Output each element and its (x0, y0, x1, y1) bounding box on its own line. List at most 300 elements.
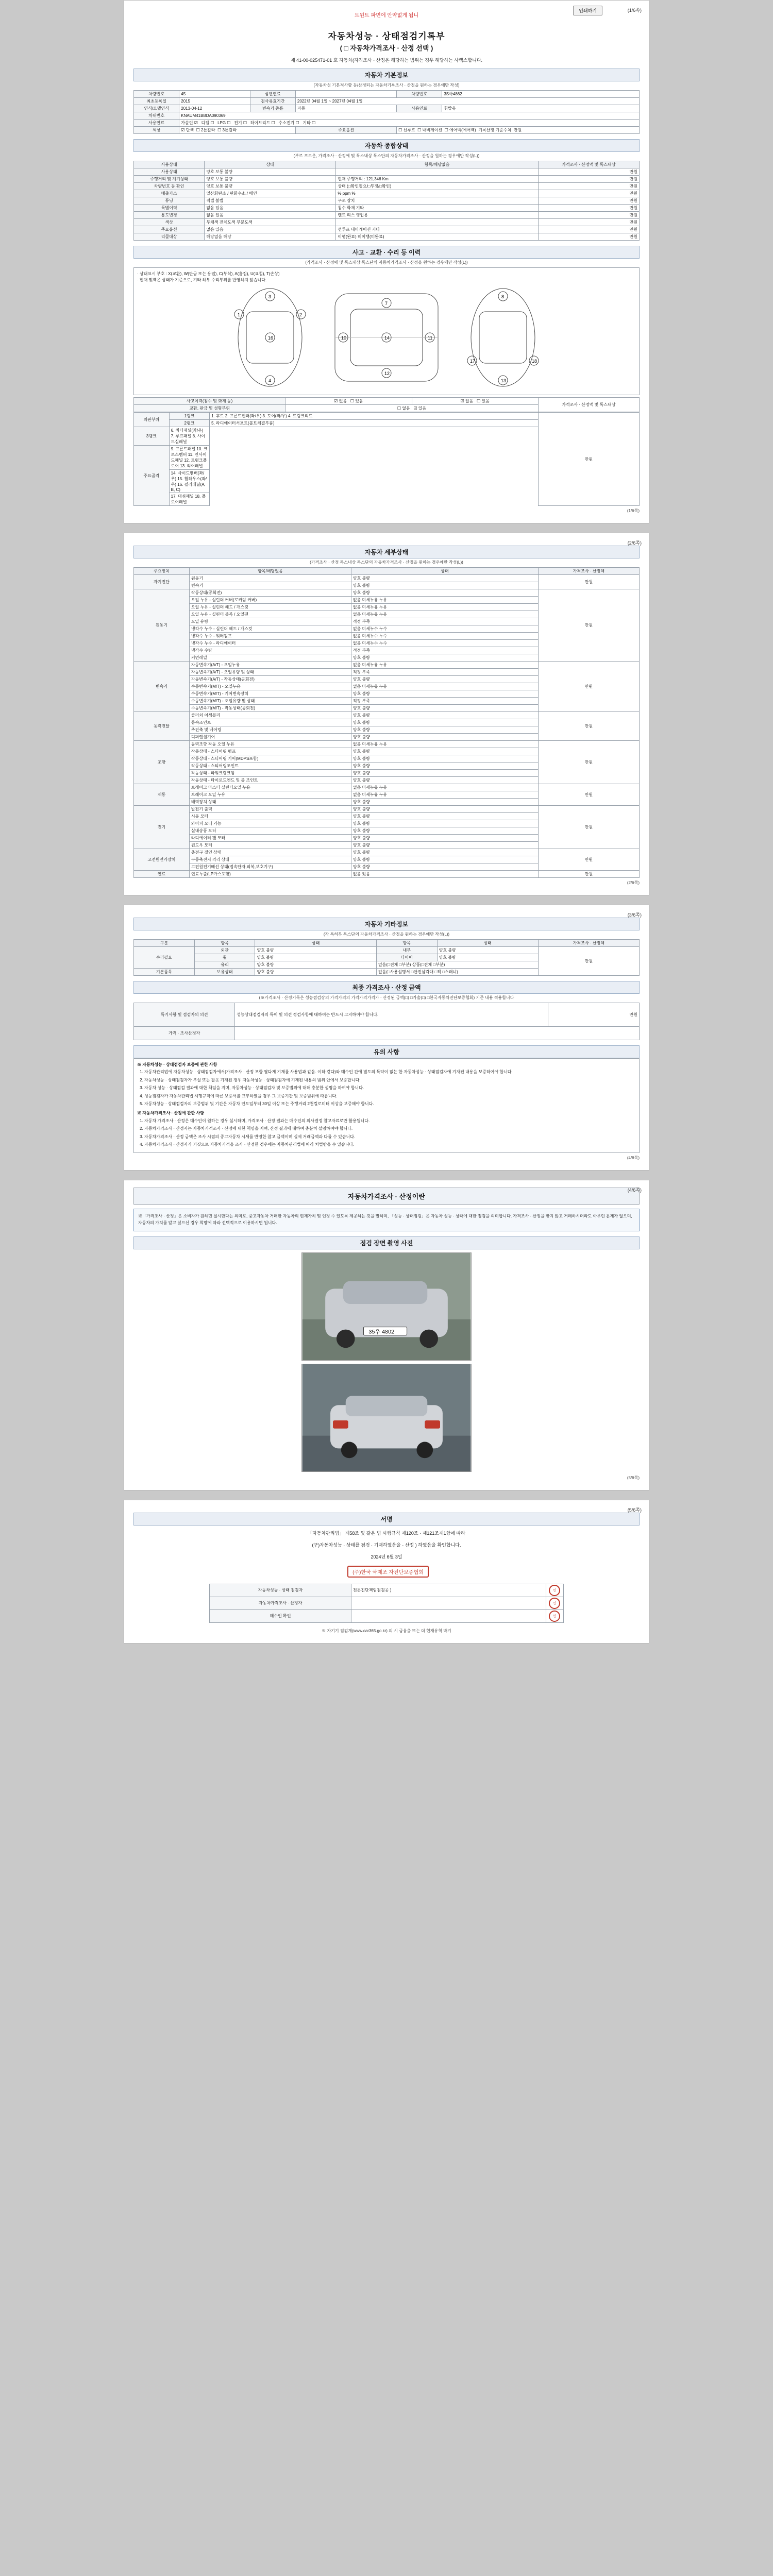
detail-group-label: 변속기 (134, 662, 190, 712)
detail-item-label: 냉각수 누수 - 워터펌프 (189, 633, 351, 640)
detail-item-state[interactable]: 양호 불량 (351, 676, 538, 683)
row-state2[interactable]: 없음(□전체 □부분) 상품(□전체 □부분) (376, 961, 538, 969)
row-value: 2013-04-12 (179, 105, 250, 112)
detail-item-state[interactable]: 없음 미세누유 누유 (351, 662, 538, 669)
warning-item: 4. 성능점검자가 자동차관리법 시행규칙에 따른 보증서를 교부하였을 경우 그 보증기간 및 보증범위에 따릅니다. (144, 1093, 636, 1099)
final-price-unit: 만원 (548, 1003, 640, 1027)
grade-items[interactable]: 5. 라디에이터서포트(볼트체결부품) (210, 420, 539, 427)
page-footer-1: (1/6쪽) (627, 509, 640, 513)
row-value: 2015 (179, 98, 250, 105)
detail-item-state[interactable]: 양호 불량 (351, 806, 538, 813)
detail-group-label: 원동기 (134, 589, 190, 662)
detail-item-label: 고전원전기배선 상태(접속단자,피복,보호기구) (189, 863, 351, 871)
diagram-legend-1: · 상태표시 부호 : X(교환), W(판금 또는 용접), C(부식), A(흠집), U(요철), T(손상) (137, 272, 280, 276)
row-value (295, 91, 396, 98)
detail-item-label: 냉각수 누수 - 실린더 헤드 / 개스킷 (189, 625, 351, 633)
print-button[interactable]: 인쇄하기 (573, 6, 602, 15)
detail-item-state[interactable]: 양호 불량 (351, 755, 538, 762)
row-price: 만원 (538, 197, 639, 205)
grade-items[interactable]: 6. 쿼터패널(좌/우) 7. 루프패널 8. 사이드실패널 (169, 427, 209, 446)
damage-diagram (133, 267, 640, 395)
fuel-option[interactable]: 기타 (303, 121, 311, 125)
plate-text: 35우 4802 (368, 1329, 395, 1335)
detail-item-label: 자동변속기(A/T) - 작동상태(공회전) (189, 676, 351, 683)
detail-item-state[interactable]: 없음 미세누유 누유 (351, 611, 538, 618)
row-label: 주요옵션 (134, 226, 205, 233)
svg-text:3: 3 (268, 294, 272, 299)
detail-group-label: 고전원전기장치 (134, 849, 190, 871)
signature-line-1: 「자동차관리법」 제58조 및 같은 법 시행규칙 제120조 · 제121조제1항에 따라 (308, 1530, 465, 1536)
detail-group-label: 자기진단 (134, 575, 190, 589)
detail-item-label: 동력조향 작동 오일 누유 (189, 741, 351, 748)
col-header: 항목/해당없음 (336, 161, 538, 168)
detail-item-label: 원동기 (189, 575, 351, 582)
detail-item-state[interactable]: 없음 미세누유 누유 (351, 784, 538, 791)
page5-footer-note: ※ 자기기 점검개(www.car365.go.kr) 의 시 금융을 또는 더 현재유혁 박기 (322, 1628, 451, 1633)
grade-label: 2랭크 (169, 420, 209, 427)
row-price: 만원 (538, 205, 639, 212)
detail-item-state[interactable]: 양호 불량 (351, 589, 538, 597)
row-item: 외관 (194, 947, 255, 954)
signature-line-2: (구)자동차성능 · 상태를 점검 · 기재하였음을 · 산정 ) 하였음을 확인합니다. (312, 1543, 461, 1548)
section-other-caption: (각 특히부 톡스단의 자동차가격조사 · 산정을 원하는 경우에만 작성(L)) (323, 932, 450, 937)
row-state[interactable]: 양호 보통 불량 (205, 183, 336, 190)
row-label: 사고이력(침수 및 화재 등) (134, 398, 285, 405)
warning-title: 유의 사항 (133, 1045, 640, 1058)
svg-text:10: 10 (341, 335, 347, 341)
detail-item-state[interactable]: 양호 불량 (351, 582, 538, 589)
detail-item-state[interactable]: 양호 불량 (351, 770, 538, 777)
page-number-5: (5/6쪽) (627, 1507, 642, 1513)
detail-item-label: 라디에이터 팬 모터 (189, 835, 351, 842)
row-state[interactable]: 양호 불량 (255, 947, 376, 954)
parts-price-unit: 만원 (538, 413, 639, 506)
col-header: 가격조사 · 산정액 (538, 940, 639, 947)
fuel-option[interactable]: 수소전기 (278, 121, 295, 125)
fuel-option[interactable]: 하이브리드 (250, 121, 271, 125)
detail-item-label: 오일 누유 - 실린더 헤드 / 개스킷 (189, 604, 351, 611)
row-state2[interactable]: 양호 불량 (437, 947, 538, 954)
col-header: 가격조사 · 산정액 (538, 568, 639, 575)
detail-group-label: 전기 (134, 806, 190, 849)
detail-item-state[interactable]: 없음 미세누유 누유 (351, 683, 538, 690)
signature-date: 2024년 6월 3일 (371, 1554, 402, 1560)
row-detail (336, 168, 538, 176)
warning-block2-title: ※ 자동차가격조사 · 산정에 관한 사항 (137, 1111, 204, 1116)
detail-item-label: 자동변속기(A/T) - 오일누유 (189, 662, 351, 669)
color-options[interactable]: ☑ 단색 ☐ 2톤칼라 ☐ 3톤칼라 (179, 127, 296, 134)
option-options[interactable]: ☐ 선루프 ☐ 내비게이션 ☐ 에어백(에어백) 기록산정 기준수치 만원 (397, 127, 640, 134)
appraisal-explain-title: 자동차가격조사 · 산정이란 (133, 1188, 640, 1205)
warning-item: 2. 자동차성능 · 상태점검자가 부실 또는 잘못 기재된 경우 자동차성능 · 상태점검자에 기재된 내용의 범위 안에서 보증합니다. (144, 1077, 636, 1083)
page-3 (124, 905, 649, 1171)
row-label: 사용상태 (134, 168, 205, 176)
row-state[interactable]: 적법 불법 (205, 197, 336, 205)
row-label: 튜닝 (134, 197, 205, 205)
color-option[interactable]: 2톤칼라 (201, 128, 215, 132)
detail-item-label: 작동상태 - 파워크랭크암 (189, 770, 351, 777)
row-label: 리콜대상 (134, 233, 205, 241)
detail-item-label: 냉각수 수량 (189, 647, 351, 654)
detail-price: 만원 (538, 575, 639, 589)
detail-item-state[interactable]: 양호 불량 (351, 719, 538, 726)
col-header: 상태 (351, 568, 538, 575)
detail-item-label: 작동상태 - 스티어링 기어(MDPS포함) (189, 755, 351, 762)
row-state[interactable]: 양호 불량 (255, 961, 376, 969)
detail-item-label: 수동변속기(M/T) - 오일유량 및 상태 (189, 698, 351, 705)
detail-state-table (133, 567, 640, 878)
signature-section-title: 서명 (133, 1513, 640, 1526)
sign-row-label: 매수인 확인 (210, 1609, 351, 1622)
table-row (134, 871, 640, 878)
detail-item-label: 오일 누유 - 실린더 커버(로커암 커버) (189, 597, 351, 604)
detail-item-state[interactable]: 양호 불량 (351, 734, 538, 741)
svg-text:8: 8 (501, 294, 505, 299)
option-option[interactable]: 내비게이션 (422, 128, 443, 132)
detail-item-label: 클러치 어셈블리 (189, 712, 351, 719)
row-value: KNAUM41BBDA090369 (179, 112, 640, 120)
warning-item: 4. 자동차가격조사 · 산정자가 거짓으로 자동차가격을 조사 · 산정한 경우에는 자동차관리법에 따라 처벌받을 수 있습니다. (144, 1142, 636, 1148)
detail-item-label: 작동상태 - 스티어링 펌프 (189, 748, 351, 755)
opt-label: 없음 (339, 399, 347, 403)
detail-item-label: 수동변속기(M/T) - 작동상태(공회전) (189, 705, 351, 712)
detail-price: 만원 (538, 662, 639, 712)
table-row (134, 741, 640, 748)
detail-item-state[interactable]: 없음 미세누유 누유 (351, 597, 538, 604)
row-item: 유리 (194, 961, 255, 969)
row-detail: 상태 (□확인필요/□부정/□확인) (336, 183, 538, 190)
outer-panel-label: 외판부위 (134, 413, 170, 427)
sign-row-value[interactable]: 전문진단책임점검공 ) (351, 1584, 546, 1597)
page-5 (124, 1500, 649, 1643)
svg-text:16: 16 (268, 335, 274, 341)
detail-item-label: 수동변속기(M/T) - 기어변속장치 (189, 690, 351, 698)
row-state[interactable]: 양호 불량 (255, 969, 376, 976)
row-detail: 선루프 내비게이션 기타 (336, 226, 538, 233)
grade-label: 3랭크 (134, 427, 170, 446)
detail-item-state[interactable]: 없음 미세누유 누유 (351, 741, 538, 748)
detail-item-state[interactable]: 없음 미세누유 누유 (351, 791, 538, 799)
row-state[interactable]: 무채색 전체도색 부분도색 (205, 219, 336, 226)
seal-icon: 인 (546, 1609, 563, 1622)
col-header: 항목 (194, 940, 255, 947)
final-price-table (133, 1003, 640, 1040)
row-value: 2022년 04월 1일 ~ 2027년 04월 1일 (295, 98, 639, 105)
detail-item-state[interactable]: 양호 불량 (351, 690, 538, 698)
row-state[interactable]: 일산화탄소 / 탄화수소 / 매연 (205, 190, 336, 197)
page-footer-3: (4/6쪽) (627, 1156, 640, 1161)
detail-item-label: 냉각수 누수 - 라디에이터 (189, 640, 351, 647)
row-label: 차량번호 등 확인 (134, 183, 205, 190)
car-diagram-group (137, 283, 636, 392)
row-value: 휘발유 (442, 105, 640, 112)
row-detail: 현재 주행거리 : 121,346 Km (336, 176, 538, 183)
col-header: 가격조사 · 산정액 및 톡스내상 (538, 161, 639, 168)
special-note-value[interactable]: 성능상태점검자의 특이 및 의견 정검사항에 대하여는 반드시 고지하여야 합니다. (235, 1003, 548, 1027)
detail-item-state[interactable]: 양호 불량 (351, 726, 538, 734)
detail-item-state[interactable]: 없음 미세누수 누수 (351, 625, 538, 633)
section-detail-caption: (가격조사 · 산정 톡스내상 톡스단의 자동차가격조사 · 산정을 원하는 경우에만 작성(L)) (310, 560, 463, 565)
sign-row-label: 자동차가격조사 · 산정자 (210, 1597, 351, 1609)
document-number: 제 41-00-025471-01 호 자동차(자격조사 · 산정은 해당하는 범위는 경우 해당하는 사백스합니다. (290, 58, 483, 63)
row-value: 45 (179, 91, 250, 98)
detail-item-state[interactable]: 양호 불량 (351, 849, 538, 856)
detail-item-state[interactable]: 양호 불량 (351, 842, 538, 849)
col-header: 사용상태 (134, 161, 205, 168)
row-item: 보유상태 (194, 969, 255, 976)
row-detail: 침수 화재 기타 (336, 205, 538, 212)
page-number-2: (2/6쪽) (627, 540, 642, 546)
row-detail: 구조 장치 (336, 197, 538, 205)
option-label: 주요옵션 (295, 127, 396, 134)
opt-label: 있음 (355, 399, 363, 403)
svg-text:12: 12 (384, 371, 390, 376)
inspection-photo-rear (301, 1364, 472, 1472)
detail-item-label: 디퍼렌셜기어 (189, 734, 351, 741)
detail-item-state[interactable]: 양호 불량 (351, 827, 538, 835)
detail-group-label: 제동 (134, 784, 190, 806)
row-state[interactable]: 없음 있음 (205, 212, 336, 219)
row-label: 변속기 종류 (250, 105, 295, 112)
option-option[interactable]: 에어백(에어백) (449, 128, 476, 132)
page-number-3: (3/6쪽) (627, 912, 642, 918)
fuel-option[interactable]: 가솔린 (181, 121, 193, 125)
detail-item-state[interactable]: 양호 불량 (351, 835, 538, 842)
page-title: 자동차성능 · 상태점검기록부 (328, 31, 445, 41)
page-footer-2: (2/6쪽) (627, 880, 640, 885)
grade-items[interactable]: 1. 후드 2. 프론트펜더(좌/우) 3. 도어(좌/우) 4. 트렁크리드 (210, 413, 539, 420)
color-option[interactable]: 3톤칼라 (222, 128, 237, 132)
detail-item-state[interactable]: 양호 불량 (351, 863, 538, 871)
top-notice: 트윈트 파면에 안약없게 됩니 (354, 13, 419, 19)
warning-item: 3. 자동차가격조사 · 산정 금액은 조사 시점의 중고자동차 시세를 반영한 참고 금액이며 실제 거래금액과 다를 수 있습니다. (144, 1134, 636, 1140)
detail-price: 만원 (538, 741, 639, 784)
accident-summary-table (133, 397, 640, 412)
table-row (134, 784, 640, 791)
detail-item-label: 연료누출(LP가스포함) (189, 871, 351, 878)
row-state2[interactable]: 양호 불량 (437, 954, 538, 961)
row-label: 주행거리 및 계기상태 (134, 176, 205, 183)
color-option[interactable]: 단색 (186, 128, 194, 132)
svg-text:1: 1 (238, 312, 241, 317)
detail-item-label: 오일 유량 (189, 618, 351, 625)
row-price: 만원 (538, 212, 639, 219)
row-state[interactable]: 양호 보통 불량 (205, 168, 336, 176)
sign-row-label: 자동차성능 · 상태 점검자 (210, 1584, 351, 1597)
detail-item-state[interactable]: 양호 불량 (351, 705, 538, 712)
detail-item-state[interactable]: 양호 불량 (351, 777, 538, 784)
row-item2: 내부 (376, 947, 437, 954)
table-row (134, 575, 640, 582)
row-label: 사용연료 (397, 105, 442, 112)
appraisal-explain-text: ※「가격조사 · 산정」은 소비자가 원하면 실시한다는 의미로, 중고자동차 거래한 자동차의 현재가치 및 인정 수 있도록 제공하는 것을 말하며, 「성능 · 상태점검」은 자동차 성능 · 상태에 대한 점검을 의미합니다. 가격조사 · 산정을 받지 않고 거래하시더라도 아무런 문제가 없으며, 자동차의 가치를 알고 싶으신 경우 희망에 따라 선택적으로 이용하시면 됩니다. (133, 1209, 640, 1231)
table-row (134, 662, 640, 669)
svg-text:17: 17 (470, 359, 476, 364)
row-detail: 이행(완료) 미이행(미완료) (336, 233, 538, 241)
detail-item-state[interactable]: 양호 불량 (351, 712, 538, 719)
row-detail: % ppm % (336, 190, 538, 197)
row-state[interactable]: 해당없음 해당 (205, 233, 336, 241)
detail-item-label: 커먼레일 (189, 654, 351, 662)
sign-row-value[interactable] (351, 1597, 546, 1609)
row-state[interactable]: 양호 보통 불량 (205, 176, 336, 183)
section-accident-title: 사고 · 교환 · 수리 등 이력 (133, 246, 640, 259)
unit-label: 만원 (513, 128, 522, 132)
detail-item-state[interactable]: 적정 부족 (351, 647, 538, 654)
row-label: 배출가스 (134, 190, 205, 197)
section-basic-info-title: 자동차 기본정보 (133, 69, 640, 81)
row-group: 수리필요 (134, 947, 195, 969)
detail-item-state[interactable]: 양호 불량 (351, 799, 538, 806)
section-overall-title: 자동차 종합상태 (133, 139, 640, 152)
color-label: 색상 (134, 127, 179, 134)
fuel-option[interactable]: 전기 (234, 121, 242, 125)
car-rear-view-icon (457, 283, 549, 392)
row-label: 교환, 판금 및 성형부위 (134, 405, 285, 412)
detail-item-state[interactable]: 양호 불량 (351, 762, 538, 770)
car-top-view-icon (320, 283, 453, 392)
page-footer-4: (5/6쪽) (627, 1475, 640, 1480)
svg-text:7: 7 (385, 301, 388, 306)
table-row (134, 806, 640, 813)
fuel-options[interactable]: 가솔린 ☑ 디젤 ☐ LPG ☐ 전기 ☐ 하이브리드 ☐ 수소전기 ☐ 기타 ☐ (179, 120, 640, 127)
grade-items[interactable]: 14. 사이드멤버(좌/우) 15. 휠하우스(좌/우) 16. 필러패널(A, B, C) (169, 470, 209, 493)
page-number-4: (4/6쪽) (627, 1188, 642, 1193)
accident-none-option[interactable]: ☑ 없음 ☐ 있음 (285, 398, 412, 405)
basic-info-table (133, 90, 640, 134)
table-row (134, 849, 640, 856)
detail-item-label: 배력장치 상태 (189, 799, 351, 806)
row-group: 기본품목 (134, 969, 195, 976)
detail-item-state[interactable]: 양호 불량 (351, 813, 538, 820)
row-label: 색상 (134, 219, 205, 226)
detail-price: 만원 (538, 849, 639, 871)
detail-item-label: 작동상태 - 스티어링조인트 (189, 762, 351, 770)
detail-item-state[interactable]: 적정 부족 (351, 669, 538, 676)
row-state[interactable]: 없음 있음 (205, 226, 336, 233)
row-price: 만원 (538, 168, 639, 176)
section-final-price-title: 최종 가격조사 · 산정 금액 (133, 981, 640, 994)
row-item2: 타이어 (376, 954, 437, 961)
row-label: 최초등록일 (134, 98, 179, 105)
svg-text:18: 18 (532, 359, 537, 364)
row-state[interactable]: 없음 있음 (205, 205, 336, 212)
svg-text:14: 14 (384, 335, 390, 341)
row-detail: 렌트 리스 영업용 (336, 212, 538, 219)
detail-item-label: 추진축 및 베어링 (189, 726, 351, 734)
appraiser-value[interactable] (235, 1027, 640, 1040)
section-accident-caption: (가격조사 · 산정에 및 톡스내상 톡스단의 자동차가격조사 · 산정을 원하는 경우에만 작성(L)) (305, 260, 468, 265)
detail-item-state[interactable]: 적정 부족 (351, 618, 538, 625)
section-basic-info-caption: (자동차성 기본적사항 등/산정되는 자동차기록조사 · 산정을 원하는 경우에만 작성) (313, 83, 460, 88)
grade-items[interactable]: 17. 대쉬패널 18. 플로어패널 (169, 493, 209, 506)
company-stamp: (주)한국 국제조 자진단보증협회 (347, 1566, 429, 1578)
detail-item-state[interactable]: 양호 불량 (351, 856, 538, 863)
detail-group-label: 연료 (134, 871, 190, 878)
detail-item-state[interactable]: 양호 불량 (351, 820, 538, 827)
table-row (134, 712, 640, 719)
row-label: 차대번호 (134, 112, 179, 120)
detail-item-state[interactable]: 양호 불량 (351, 654, 538, 662)
special-note-label: 특기사항 및 점검자의 의견 (134, 1003, 235, 1027)
option-option[interactable]: 선루프 (403, 128, 415, 132)
signature-table (209, 1584, 563, 1623)
repair-parts-value[interactable]: ☐ 없음 ☑ 있음 (285, 405, 539, 412)
section-final-price-caption: (※가격조사 · 산정기록은 성능점검장의 가격가격의 가격가격가격가 · 산정된 금액(□) □가솔(□) □한국자동차진단보증협회) 기준 내용 적용합니다 (259, 995, 514, 1000)
warning-block1-list (144, 1069, 636, 1107)
row-state[interactable]: 양호 불량 (255, 954, 376, 961)
row-value: 자동 (295, 105, 396, 112)
detail-item-label: 등속조인트 (189, 719, 351, 726)
page-2 (124, 533, 649, 895)
detail-item-label: 시동 모터 (189, 813, 351, 820)
detail-item-state[interactable]: 없음 미세누수 누수 (351, 633, 538, 640)
col-header: 상태 (255, 940, 376, 947)
detail-item-state[interactable]: 없음 있음 (351, 871, 538, 878)
car-front-view-icon (224, 283, 316, 392)
row-price: 만원 (538, 183, 639, 190)
parts-grade-table (133, 412, 640, 506)
fuel-option[interactable]: LPG (217, 121, 226, 125)
row-price: 만원 (538, 233, 639, 241)
row-label: 용도변경 (134, 212, 205, 219)
detail-item-state[interactable]: 양호 불량 (351, 748, 538, 755)
overall-state-table (133, 161, 640, 241)
detail-price: 만원 (538, 806, 639, 849)
detail-item-state[interactable]: 없음 미세누수 누수 (351, 640, 538, 647)
warning-item: 1. 자동차관리법에 자동차성능 · 상태점검자에서(가격조사 · 산정 포함 팔다게 기재를 사용법과 같음. 이하 같다)와 매수인 간에 별도의 특약이 없는 한 자동차성능 · 상태점검자에 기재된 내용을 보증하여야 합니다. (144, 1069, 636, 1075)
sign-row-value[interactable] (351, 1609, 546, 1622)
detail-price: 만원 (538, 589, 639, 662)
detail-group-label: 동력전달 (134, 712, 190, 741)
row-price: 만원 (538, 219, 639, 226)
page-subtitle: ( □ 자동차가격조사 · 산정 선택 ) (340, 44, 433, 52)
accident-price-label: 가격조사 · 산정액 및 톡스내상 (538, 398, 639, 412)
section-overall-caption: (부르 프로운, 가격조사 · 산정에 및 톡스내상 톡스단의 자동차가격조사 · 산정을 원하는 경우에만 작성(L)) (293, 154, 480, 158)
col-header: 구분 (134, 940, 195, 947)
detail-table-body (134, 575, 640, 878)
detail-item-label: 윈도우 모터 (189, 842, 351, 849)
section-detail-title: 자동차 세부상태 (133, 546, 640, 558)
col-header: 상태 (205, 161, 336, 168)
inspection-photo-front (301, 1252, 472, 1361)
detail-item-state[interactable]: 양호 불량 (351, 575, 538, 582)
svg-text:13: 13 (501, 378, 507, 383)
page-4 (124, 1180, 649, 1490)
warning-block2-list (144, 1118, 636, 1148)
detail-item-label: 변속기 (189, 582, 351, 589)
fuel-option[interactable]: 디젤 (201, 121, 209, 125)
grade-label: 1랭크 (169, 413, 209, 420)
row-state2[interactable]: 없음(□사용설명서 □안전삼각대 □잭 □스패너) (376, 969, 538, 976)
detail-item-state[interactable]: 적정 부족 (351, 698, 538, 705)
appraiser-label: 가격 · 조사산정자 (134, 1027, 235, 1040)
accident-yes-option[interactable]: ☑ 없음 ☐ 있음 (412, 398, 538, 405)
detail-item-label: 수동변속기(M/T) - 오일누유 (189, 683, 351, 690)
detail-group-label: 조향 (134, 741, 190, 784)
detail-item-state[interactable]: 없음 미세누유 누유 (351, 604, 538, 611)
row-label: 특별이력 (134, 205, 205, 212)
diagram-legend-2: · 현재 및백은 상태가 기준으로, 기타 하부 수리부위를 반영하지 않습니다. (137, 278, 267, 282)
section-other-title: 자동차 기타정보 (133, 918, 640, 930)
row-label: 삼변연료 (250, 91, 295, 98)
col-header: 주요장치 (134, 568, 190, 575)
other-price: 만원 (538, 947, 639, 976)
grade-items[interactable]: 9. 프론트패널 10. 크로스멤버 11. 인사이드패널 12. 트렁크플로어 13. 리어패널 (169, 446, 209, 470)
detail-item-label: 와이퍼 모터 기능 (189, 820, 351, 827)
opt-label: 있음 (481, 399, 490, 403)
row-price: 만원 (538, 190, 639, 197)
